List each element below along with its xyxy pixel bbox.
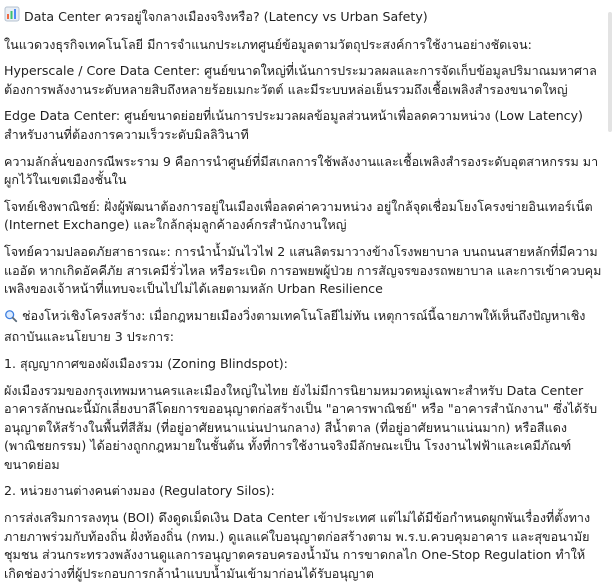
zoning-heading: 1. สุญญากาศของผังเมืองรวม (Zoning Blindspot): (4, 355, 288, 371)
regulatory-body: การส่งเสริมการลงทุน (BOI) ดึงดูดเม็ดเงิน Data Center เข้าประเทศ แต่ไม่ได้มีข้อกำหนดผูกพันเรื่องที่ตั้งทางภายภาพร่วมกับท้องถิ่น ฝั่งท้องถิ่น (กทม.) ดูแลแค่ใบอนุญาตก่อสร้างตาม พ.ร.บ.ควบคุมอาคาร และสุขอนามัยชุมชน ส่วนกระทรวงพลังงานดูแลการอนุญาตครอบครองน้ำมัน การขาดกลไก One-Stop Regulation ทำให้เกิดช่องว่างที่ผู้ประกอบการกล้านำแบบน้ำมันเข้ามาก่อนได้รับอนุญาต (4, 510, 591, 581)
intro-paragraph: ในแวดวงธุรกิจเทคโนโลยี มีการจำแนกประเภทศูนย์ข้อมูลตามวัตถุประสงค์การใช้งานอย่างชัดเจน: (4, 36, 532, 52)
case-note-paragraph: ความลักลั่นของกรณีพระราม 9 คือการนำศูนย์ที่มีสเกลการใช้พลังงานและเชื้อเพลิงสำรองระดับอุตสาหกรรม มาผูกไว้ในเขตเมืองชั้นใน (4, 153, 599, 188)
magnifier-icon (4, 309, 18, 329)
safety-paragraph: โจทย์ความปลอดภัยสาธารณะ: การนำน้ำมันไวไฟ 2 แสนลิตรมาวางข้างโรงพยาบาล บนถนนสายหลักที่มีความแออัด หากเกิดอัคคีภัย สารเคมีรั่วไหล หรือระเบิด การอพยพผู้ป่วย การสัญจรของรถพยาบาล และการเข้าควบคุมเพลิงของเจ้าหน้าที่แทบจะเป็นไปไม่ได้เลยตามหลัก Urban Resilience (4, 243, 602, 297)
document-title-line (4, 6, 603, 28)
gap-intro-paragraph (4, 307, 603, 347)
zoning-body: ผังเมืองรวมของกรุงเทพมหานครและเมืองใหญ่ในไทย ยังไม่มีการนิยามหมวดหมู่เฉพาะสำหรับ Data Center อาคารลักษณะนี้มักเลี่ยงบาลีโดยการขออนุญาตก่อสร้างเป็น "อาคารพาณิชย์" หรือ "อาคารสำนักงาน" ซึ่งได้รับอนุญาตให้สร้างในพื้นที่สีส้ม (ที่อยู่อาศัยหนาแน่นปานกลาง) สีน้ำตาล (ที่อยู่อาศัยหนาแน่นมาก) หรือสีแดง (พาณิชยกรรม) ได้อย่างถูกกฎหมายในชั้นต้น ทั้งที่การใช้งานจริงมีลักษณะเป็น โรงงานไฟฟ้าและเคมีภัณฑ์ขนาดย่อม (4, 382, 598, 472)
bar-chart-icon (4, 6, 20, 28)
scroll-thumb[interactable] (608, 12, 612, 132)
hyperscale-paragraph: Hyperscale / Core Data Center: ศูนย์ขนาดใหญ่ที่เน้นการประมวลผลและการจัดเก็บข้อมูลปริมาณมหาศาล ต้องการพลังงานระดับหลายสิบถึงหลายร้อยเมกะวัตต์ และมีระบบหล่อเย็นรวมถึงเชื้อเพลิงสำรองขนาดใหญ่ (4, 63, 597, 97)
scrollbar[interactable] (605, 0, 613, 559)
gap-intro-text: ช่องโหว่เชิงโครงสร้าง: เมื่อกฎหมายเมืองวิ่งตามเทคโนโลยีไม่ทัน เหตุการณ์นี้ฉายภาพให้เห็นถึงปัญหาเชิงสถาบันและนโยบาย 3 ประการ: (4, 307, 586, 345)
edge-paragraph: Edge Data Center: ศูนย์ขนาดย่อยที่เน้นการประมวลผลข้อมูลส่วนหน้าเพื่อลดความหน่วง (Low Latency) สำหรับงานที่ต้องการความเร็วระดับมิลลิวินาที (4, 108, 583, 142)
document-title: Data Center ควรอยู่ใจกลางเมืองจริงหรือ? (Latency vs Urban Safety) (24, 8, 428, 24)
commercial-paragraph: โจทย์เชิงพาณิชย์: ฝั่งผู้พัฒนาต้องการอยู่ในเมืองเพื่อลดค่าความหน่วง อยู่ใกล้จุดเชื่อมโยงโครงข่ายอินเทอร์เน็ต (Internet Exchange) และใกล้กลุ่มลูกค้าองค์กรสำนักงานใหญ่ (4, 198, 593, 233)
regulatory-heading: 2. หน่วยงานต่างคนต่างมอง (Regulatory Silos): (4, 483, 275, 499)
